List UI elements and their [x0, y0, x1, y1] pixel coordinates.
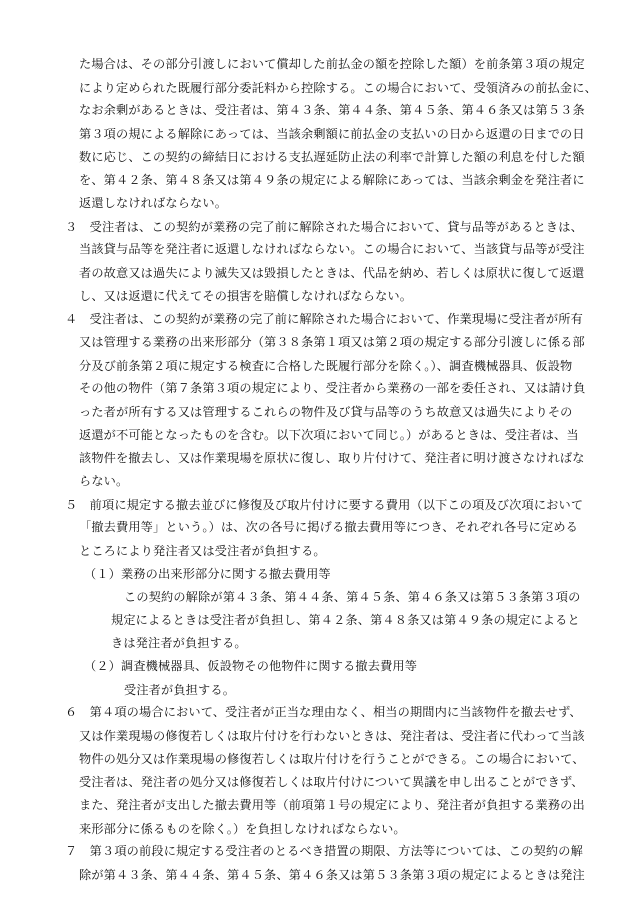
text-line: 除が第４３条、第４４条、第４５条、第４６条又は第５３条第３項の規定によるときは発注	[79, 868, 585, 882]
text-line: 又は作業現場の修復若しくは取片付けを行わないときは、発注者は、受注者に代わって当該	[79, 729, 585, 743]
text-line: この契約の解除が第４３条、第４４条、第４５条、第４６条又は第５３条第３項の	[124, 590, 581, 605]
text-line: 又は管理する業務の出来形部分（第３８条第１項又は第２項の規定する部分引渡しに係る部	[79, 334, 585, 349]
text-line: 規定によるときは受注者が負担し、第４２条、第４８条又は第４９条の規定によると	[111, 612, 580, 627]
text-line: 「撤去費用等」という。）は、次の各号に掲げる撤去費用等につき、それぞれ各号に定める	[79, 520, 579, 535]
text-line: ４ 受注者は、この契約が業務の完了前に解除された場合において、作業現場に受注者が所有	[65, 312, 583, 327]
text-line: ７ 第３項の前段に規定する受注者のとるべき措置の期限、方法等については、この契約の解	[65, 844, 583, 859]
text-line: 返還が不可能となったものを含む。以下次項において同じ。）があるときは、受注者は、当	[79, 427, 579, 442]
text-line: 分及び前条第２項に規定する検査に合格した既履行部分を除く。）、調査機械器具、仮設物	[79, 358, 573, 373]
text-line: を、第４２条、第４８条又は第４９条の規定による解除にあっては、当該余剰金を発注者に	[79, 173, 585, 188]
text-line: 当該貸与品等を発注者に返還しなければならない。この場合において、当該貸与品等が受注	[79, 242, 585, 257]
item-heading: （２）調査機械器具、仮設物その他物件に関する撤去費用等	[84, 659, 418, 674]
text-line: 第３項の規による解除にあっては、当該余剰額に前払金の支払いの日から返還の日までの日	[79, 126, 585, 141]
text-line: らない。	[79, 473, 129, 488]
text-line: し、又は返還に代えてその損害を賠償しなければならない。	[79, 288, 413, 303]
text-line: また、発注者が支出した撤去費用等（前項第１号の規定により、発注者が負担する業務の出	[79, 798, 585, 813]
text-line: 受注者は、発注者の処分又は修復若しくは取片付けについて異議を申し出ることができず、	[79, 775, 584, 790]
text-line: 者の故意又は過失により滅失又は毀損したときは、代品を納め、若しくは原状に復して返還	[79, 265, 585, 280]
text-line: 来形部分に係るものを除く。）を負担しなければならない。	[79, 821, 406, 836]
text-line: 返還しなければならない。	[79, 196, 228, 210]
text-line: 数に応じ、この契約の締結日における支払遅延防止法の利率で計算した額の利息を付した額	[79, 149, 585, 164]
text-line: 受注者が負担する。	[124, 682, 236, 697]
text-line: きは発注者が負担する。	[111, 636, 247, 651]
text-line: なお余剰があるときは、受注者は、第４３条、第４４条、第４５条、第４６条又は第５３条	[79, 103, 585, 118]
text-line: た場合は、その部分引渡しにおいて償却した前払金の額を控除した額）を前条第３項の規定	[79, 57, 585, 71]
text-line: ところにより発注者又は受注者が負担する。	[79, 543, 326, 558]
text-line: ５ 前項に規定する撤去並びに修復及び取片付けに要する費用（以下この項及び次項において	[65, 497, 584, 512]
text-line: 該物件を撤去し、又は作業現場を原状に復し、取り片付けて、発注者に明け渡さなければな	[79, 451, 585, 466]
item-heading: （１）業務の出来形部分に関する撤去費用等	[84, 566, 331, 581]
text-line: により定められた既履行部分委託料から控除する。この場合において、受領済みの前払金に、	[79, 80, 597, 95]
text-line: ３ 受注者は、この契約が業務の完了前に解除された場合において、貸与品等があるときは、	[65, 219, 583, 234]
text-line: 物件の処分又は作業現場の修復若しくは取片付けを行うことができる。この場合において、	[79, 751, 585, 766]
text-line: その他の物件（第７条第３項の規定により、受注者から業務の一部を委任され、又は請け負	[79, 381, 586, 396]
text-line: った者が所有する又は管理するこれらの物件及び貸与品等のうち故意又は過失によりその	[79, 404, 573, 419]
text-line: ６ 第４項の場合において、受注者が正当な理由なく、相当の期間内に当該物件を撤去せず、	[65, 705, 582, 720]
